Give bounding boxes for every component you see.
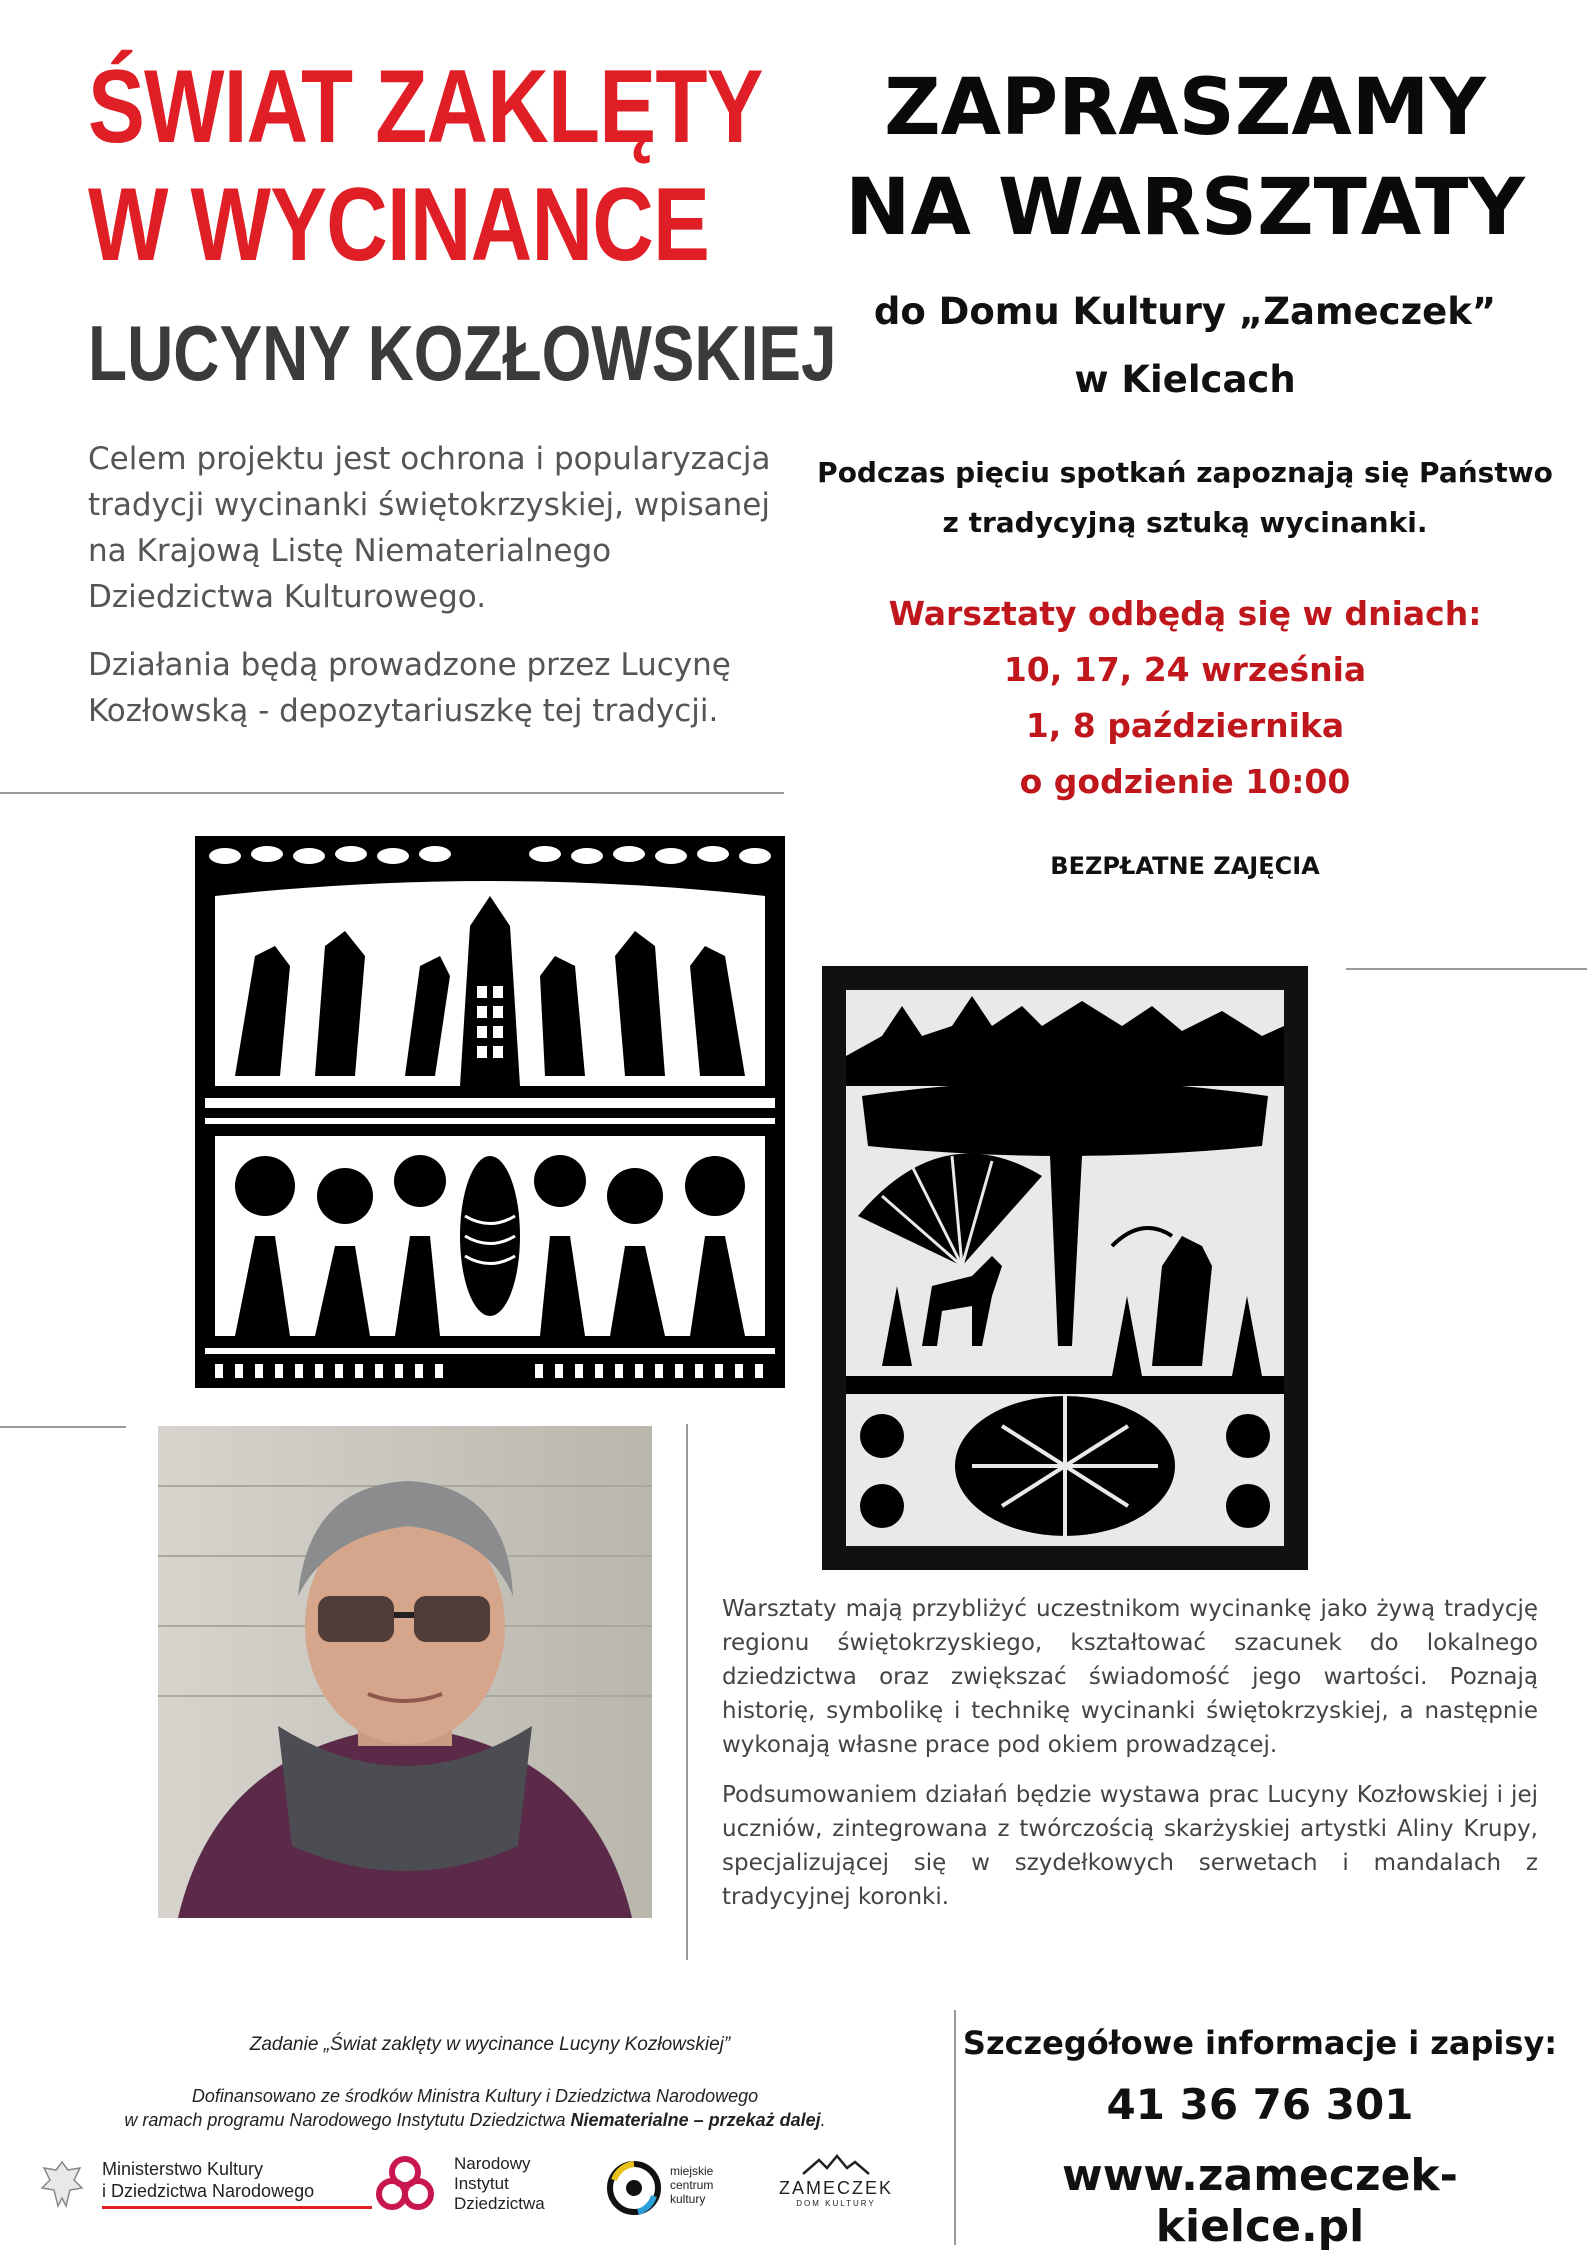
details-paragraph-1: Warsztaty mają przybliżyć uczestnikom wycinankę jako żywą tradycję regionu świętokrzyskiego, kształtować szacunek do lokalnego dziedzictwa oraz zwiększać świadomość jego wartości. Poznają historię, symbolikę i technikę wycinanki świętokrzyskiej, a następnie wykonają własne prace pod okiem prowadzącej. xyxy=(722,1596,1538,1758)
artist-portrait-photo xyxy=(158,1426,652,1918)
ministry-red-bar xyxy=(102,2206,372,2209)
invitation-line-2: NA WARSZTATY xyxy=(845,163,1525,253)
zameczek-subname: DOM KULTURY xyxy=(796,2199,876,2208)
mck-name-line-3: kultury xyxy=(670,2192,706,2206)
mck-logo xyxy=(606,2160,736,2220)
description-line-1: Podczas pięciu spotkań zapoznają się Państwo xyxy=(817,456,1553,489)
nid-trefoil-icon xyxy=(376,2156,434,2214)
divider-left-middle xyxy=(0,1426,126,1428)
main-title-line-2: W WYCINANCE xyxy=(88,167,710,283)
portrait-illustration xyxy=(158,1426,652,1918)
workshop-description xyxy=(810,448,1560,548)
subtitle-artist: LUCYNY KOZŁOWSKIEJ xyxy=(88,309,837,397)
program-name: Niematerialne – przekaż dalej xyxy=(570,2110,821,2130)
workshop-dates xyxy=(810,586,1560,810)
zameczek-logo xyxy=(766,2154,906,2220)
intro-paragraph-2: Działania będą prowadzone przez Lucynę Kozłowską - depozytariuszkę tej tradycji. xyxy=(88,647,731,729)
mck-eye-icon xyxy=(606,2160,662,2216)
venue-line-1: do Domu Kultury „Zameczek” xyxy=(873,290,1497,333)
funding-line-2-text: w ramach programu Narodowego Instytutu Dziedzictwa xyxy=(124,2110,571,2130)
divider-left-top xyxy=(0,792,784,794)
divider-right-top xyxy=(1346,968,1587,970)
castle-roof-icon xyxy=(801,2154,871,2176)
ministry-name-line-1: Ministerstwo Kultury xyxy=(102,2159,264,2179)
contact-phone: 41 36 76 301 xyxy=(1106,2080,1414,2129)
funding-note xyxy=(80,2084,870,2132)
invitation-heading xyxy=(810,58,1560,258)
ministry-name-line-2: i Dziedzictwa Narodowego xyxy=(102,2181,315,2201)
venue xyxy=(810,278,1560,414)
main-title-line-1: ŚWIAT ZAKLĘTY xyxy=(88,49,763,165)
zameczek-name: ZAMECZEK xyxy=(778,2178,893,2198)
invitation-line-1: ZAPRASZAMY xyxy=(884,63,1486,153)
task-title: Zadanie „Świat zaklęty w wycinance Lucyny Kozłowskiej” xyxy=(249,2034,731,2055)
funding-line-1: Dofinansowano ze środków Ministra Kultury i Dziedzictwa Narodowego xyxy=(191,2086,759,2106)
nid-logo xyxy=(376,2154,576,2218)
divider-vertical-footer xyxy=(954,2010,956,2245)
mck-name-line-1: miejskie xyxy=(670,2164,714,2178)
contact-heading: Szczegółowe informacje i zapisy: xyxy=(962,2024,1558,2062)
papercut-image-2 xyxy=(822,966,1308,1570)
intro-text xyxy=(88,436,788,756)
dates-september: 10, 17, 24 września xyxy=(1003,650,1367,689)
dates-october: 1, 8 października xyxy=(1025,706,1345,745)
nid-name-line-2: Instytut xyxy=(454,2174,509,2193)
funding-line-2 xyxy=(80,2108,870,2132)
eagle-icon xyxy=(40,2158,84,2210)
nid-name-line-1: Narodowy xyxy=(454,2154,531,2173)
ministry-logo xyxy=(40,2154,340,2214)
intro-paragraph-1: Celem projektu jest ochrona i popularyzacja tradycji wycinanki świętokrzyskiej, wpisanej na Krajową Listę Niematerialnego Dziedzictwa Kulturowego. xyxy=(88,441,771,615)
dates-title: Warsztaty odbędą się w dniach: xyxy=(888,594,1482,633)
papercut-pattern-2 xyxy=(822,966,1308,1570)
workshop-details xyxy=(722,1592,1538,1930)
contact-website: www.zameczek-kielce.pl xyxy=(1062,2150,1458,2252)
mck-name-line-2: centrum xyxy=(670,2178,714,2192)
venue-line-2: w Kielcach xyxy=(1074,358,1296,401)
details-paragraph-2: Podsumowaniem działań będzie wystawa prac Lucyny Kozłowskiej i jej uczniów, zintegrowana z twórczością skarżyskiej artystki Aliny Krupy, specjalizującej się w szydełkowych serwetach i mandalach z tradycyjnej koronki. xyxy=(722,1782,1538,1910)
dates-time: o godzienie 10:00 xyxy=(1019,762,1351,801)
papercut-pattern-1 xyxy=(195,836,785,1388)
description-line-2: z tradycyjną sztuką wycinanki. xyxy=(942,506,1428,539)
funding-line-2-end: . xyxy=(820,2110,826,2130)
main-title xyxy=(88,48,763,284)
nid-name-line-3: Dziedzictwa xyxy=(454,2194,545,2213)
papercut-image-1 xyxy=(195,836,785,1388)
divider-vertical-middle xyxy=(686,1424,688,1960)
free-classes-label: BEZPŁATNE ZAJĘCIA xyxy=(1050,852,1320,880)
